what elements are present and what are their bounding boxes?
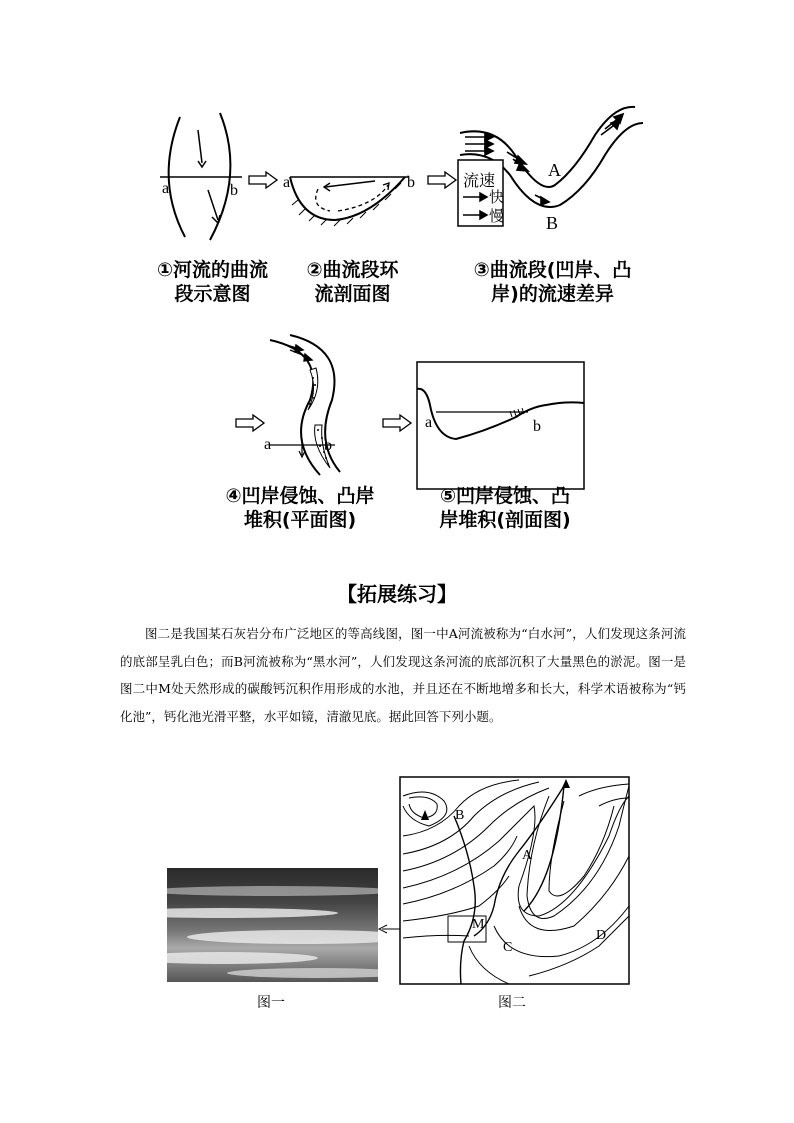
fig2-label-A: A — [522, 848, 533, 863]
d5-caption-line1: ⑤凹岸侵蚀、凸 — [439, 485, 571, 507]
hollow-arrow-icon — [427, 172, 457, 188]
d3-label-B: B — [546, 213, 559, 233]
d2-caption-line1: ②曲流段环 — [306, 259, 399, 281]
d3-legend-title: 流速 — [463, 171, 496, 190]
d3-label-A: A — [548, 160, 561, 180]
section-title: 【拓展练习】 — [337, 582, 457, 606]
d2-label-a: a — [283, 174, 291, 191]
d5-label-a: a — [425, 414, 433, 431]
hollow-arrow-icon — [382, 415, 412, 431]
d4-caption-line1: ④凹岸侵蚀、凸岸 — [225, 485, 375, 507]
diagram-4-plan — [260, 330, 355, 480]
d5-caption — [410, 484, 600, 532]
figure-1-caption: 图一 — [257, 995, 285, 1011]
diagram-1-meander-plan — [150, 105, 250, 245]
fig2-label-M: M — [472, 917, 485, 932]
d4-label-a: a — [264, 436, 272, 453]
figure-2-contour-map — [399, 776, 630, 985]
d3-caption-line2: 岸)的流速差异 — [491, 283, 614, 305]
hollow-arrow-icon — [248, 172, 278, 188]
d2-caption-line2: 流剖面图 — [314, 283, 391, 305]
fig2-label-C: C — [503, 940, 513, 955]
figure-1-photo — [167, 868, 378, 982]
d3-caption — [455, 258, 650, 306]
diagram-2-cross-section — [280, 165, 415, 235]
d1-caption-line1: ①河流的曲流 — [156, 259, 269, 281]
d3-legend-fast: 快 — [489, 188, 505, 206]
d2-label-b: b — [407, 174, 415, 191]
d5-label-b: b — [533, 418, 541, 435]
d4-caption — [205, 484, 395, 532]
d5-caption-line2: 岸堆积(剖面图) — [439, 509, 571, 531]
d3-legend-slow: 慢 — [489, 207, 505, 225]
d1-caption — [140, 258, 285, 306]
diagram-5-section — [416, 361, 586, 491]
question-paragraph: 图二是我国某石灰岩分布广泛地区的等高线图，图一中A河流被称为“白水河”，人们发现这条河流的底部呈乳白色；而B河流被称为“黑水河”，人们发现这条河流的底部沉积了大量黑色的淤泥。图一是图二中M处天然形成的碳酸钙沉积作用形成的水池，并且还在不断地增多和长大，科学术语被称为“钙化池”，钙化池光滑平整，水平如镜，清澈见底。据此回答下列小题。 — [120, 626, 686, 724]
d1-label-b: b — [230, 182, 238, 199]
fig2-label-B: B — [455, 808, 465, 823]
d1-caption-line2: 段示意图 — [174, 283, 251, 305]
d2-caption — [295, 258, 410, 306]
fig2-label-D: D — [596, 928, 607, 943]
d3-caption-line1: ③曲流段(凹岸、凸 — [473, 259, 632, 281]
d4-label-b: b — [324, 437, 332, 454]
figure-2-caption: 图二 — [498, 995, 526, 1011]
d4-caption-line2: 堆积(平面图) — [243, 509, 357, 531]
d1-label-a: a — [162, 180, 170, 197]
